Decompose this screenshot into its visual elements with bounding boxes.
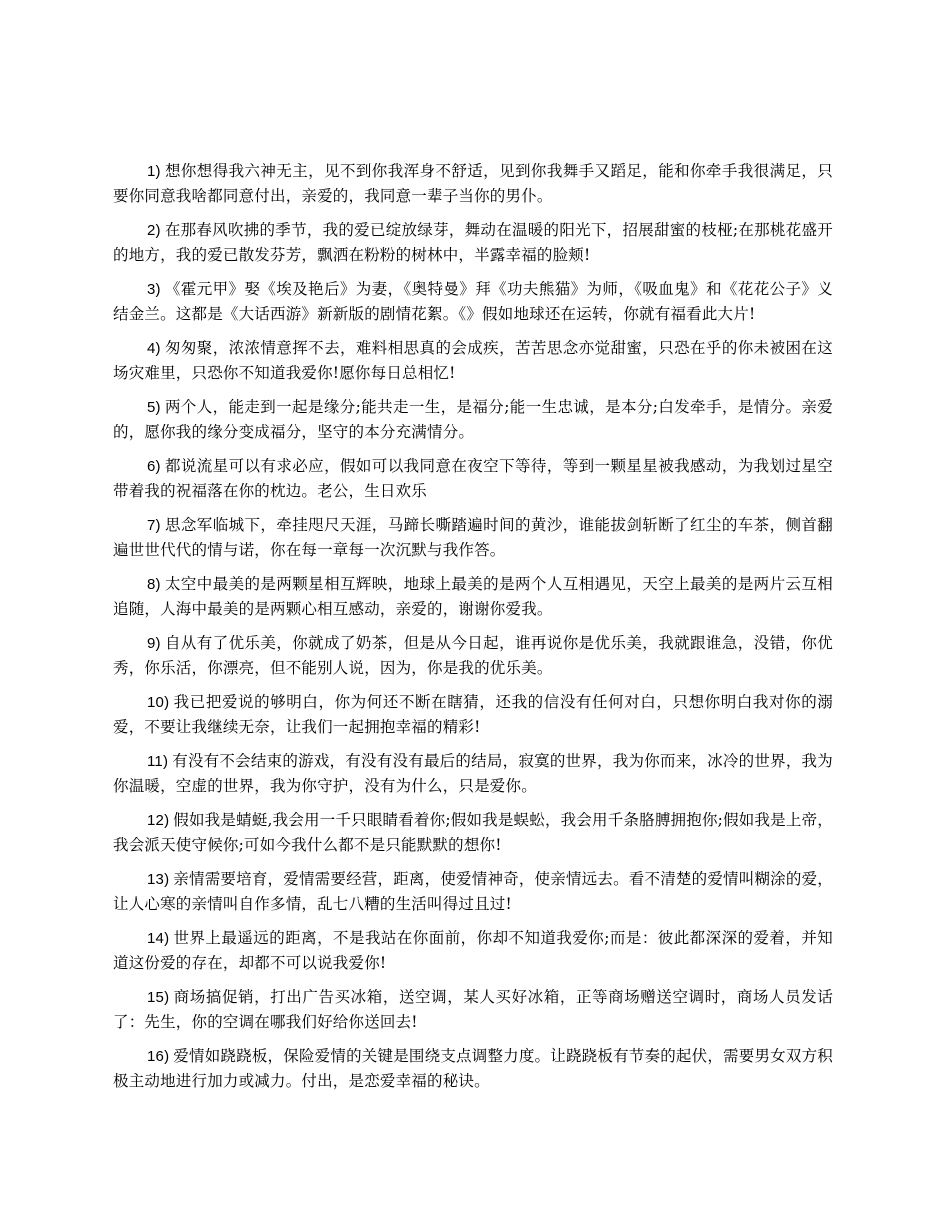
message-paragraph: [113, 808, 833, 857]
message-paragraph: [113, 867, 833, 916]
message-number: 4): [147, 340, 161, 357]
message-text: 世界上最遥远的距离，不是我站在你面前，你却不知道我爱你;而是：彼此都深深的爱着，并知道这份爱的存在，却都不可以说我爱你!: [113, 929, 833, 972]
message-number: 10): [147, 694, 170, 711]
message-text: 匆匆聚，浓浓情意挥不去，难料相思真的会成疾，苦苦思念亦觉甜蜜，只恐在乎的你未被困在这场灾难里，只恐你不知道我爱你!愿你每日总相忆!: [113, 339, 833, 382]
message-paragraph: [113, 218, 833, 267]
message-text: 我已把爱说的够明白，你为何还不断在瞎猜，还我的信没有任何对白，只想你明白我对你的溺爱，不要让我继续无奈，让我们一起拥抱幸福的精彩!: [113, 693, 833, 736]
message-number: 8): [147, 576, 161, 593]
message-text: 思念军临城下，牵挂咫尺天涯，马蹄长嘶踏遍时间的黄沙，谁能拔剑斩断了红尘的车茶，侧首翻遍世世代代的情与诺，你在每一章每一次沉默与我作答。: [113, 516, 833, 559]
message-number: 16): [147, 1048, 170, 1065]
message-paragraph: [113, 985, 833, 1034]
message-number: 3): [147, 281, 161, 298]
message-paragraph: [113, 926, 833, 975]
message-text: 想你想得我六神无主，见不到你我浑身不舒适，见到你我舞手又蹈足，能和你牵手我很满足，只要你同意我啥都同意付出，亲爱的，我同意一辈子当你的男仆。: [113, 162, 833, 205]
message-text: 太空中最美的是两颗星相互辉映，地球上最美的是两个人互相遇见，天空上最美的是两片云互相追随，人海中最美的是两颗心相互感动，亲爱的，谢谢你爱我。: [113, 575, 833, 618]
message-text: 《霍元甲》娶《埃及艳后》为妻，《奥特曼》拜《功夫熊猫》为师，《吸血鬼》和《花花公子》义结金兰。这都是《大话西游》新新版的剧情花絮。《》假如地球还在运转，你就有福看此大片!: [113, 280, 833, 323]
message-number: 2): [147, 222, 161, 239]
message-paragraph: [113, 572, 833, 621]
message-number: 12): [147, 812, 170, 829]
message-number: 14): [147, 930, 170, 947]
message-paragraph: [113, 336, 833, 385]
message-paragraph: [113, 631, 833, 680]
message-list: [113, 159, 833, 1103]
message-text: 假如我是蜻蜓,我会用一千只眼睛看着你;假如我是蜈蚣，我会用千条胳膊拥抱你;假如我是上帝，我会派天使守候你;可如今我什么都不是只能默默的想你!: [113, 811, 833, 854]
message-paragraph: [113, 454, 833, 503]
message-number: 7): [147, 517, 161, 534]
message-number: 6): [147, 458, 161, 475]
message-number: 1): [147, 163, 161, 180]
message-number: 11): [147, 753, 169, 770]
message-text: 自从有了优乐美，你就成了奶茶，但是从今日起，谁再说你是优乐美，我就跟谁急，没错，你优秀，你乐活，你漂亮，但不能别人说，因为，你是我的优乐美。: [113, 634, 833, 677]
message-paragraph: [113, 513, 833, 562]
message-paragraph: [113, 159, 833, 208]
message-paragraph: [113, 749, 833, 798]
message-number: 13): [147, 871, 170, 888]
message-text: 商场搞促销，打出广告买冰箱，送空调，某人买好冰箱，正等商场赠送空调时，商场人员发话了：先生，你的空调在哪我们好给你送回去!: [113, 988, 833, 1031]
message-paragraph: [113, 395, 833, 444]
message-text: 都说流星可以有求必应，假如可以我同意在夜空下等待，等到一颗星星被我感动，为我划过星空带着我的祝福落在你的枕边。老公，生日欢乐: [113, 457, 833, 500]
message-text: 有没有不会结束的游戏，有没有没有最后的结局，寂寞的世界，我为你而来，冰冷的世界，我为你温暖，空虚的世界，我为你守护，没有为什么，只是爱你。: [113, 752, 833, 795]
message-text: 两个人，能走到一起是缘分;能共走一生，是福分;能一生忠诚，是本分;白发牵手，是情分。亲爱的，愿你我的缘分变成福分，坚守的本分充满情分。: [113, 398, 833, 441]
message-number: 5): [147, 399, 161, 416]
message-text: 在那春风吹拂的季节，我的爱已绽放绿芽，舞动在温暖的阳光下，招展甜蜜的枝桠;在那桃花盛开的地方，我的爱已散发芬芳，飘洒在粉粉的树林中，半露幸福的脸颊!: [113, 221, 833, 264]
message-number: 15): [147, 989, 170, 1006]
message-text: 亲情需要培育，爱情需要经营，距离，使爱情神奇，使亲情远去。看不清楚的爱情叫糊涂的爱，让人心寒的亲情叫自作多情，乱七八糟的生活叫得过且过!: [113, 870, 833, 913]
message-text: 爱情如跷跷板，保险爱情的关键是围绕支点调整力度。让跷跷板有节奏的起伏，需要男女双方积极主动地进行加力或减力。付出，是恋爱幸福的秘诀。: [113, 1047, 833, 1090]
message-paragraph: [113, 1044, 833, 1093]
message-paragraph: [113, 690, 833, 739]
message-number: 9): [147, 635, 161, 652]
message-paragraph: [113, 277, 833, 326]
